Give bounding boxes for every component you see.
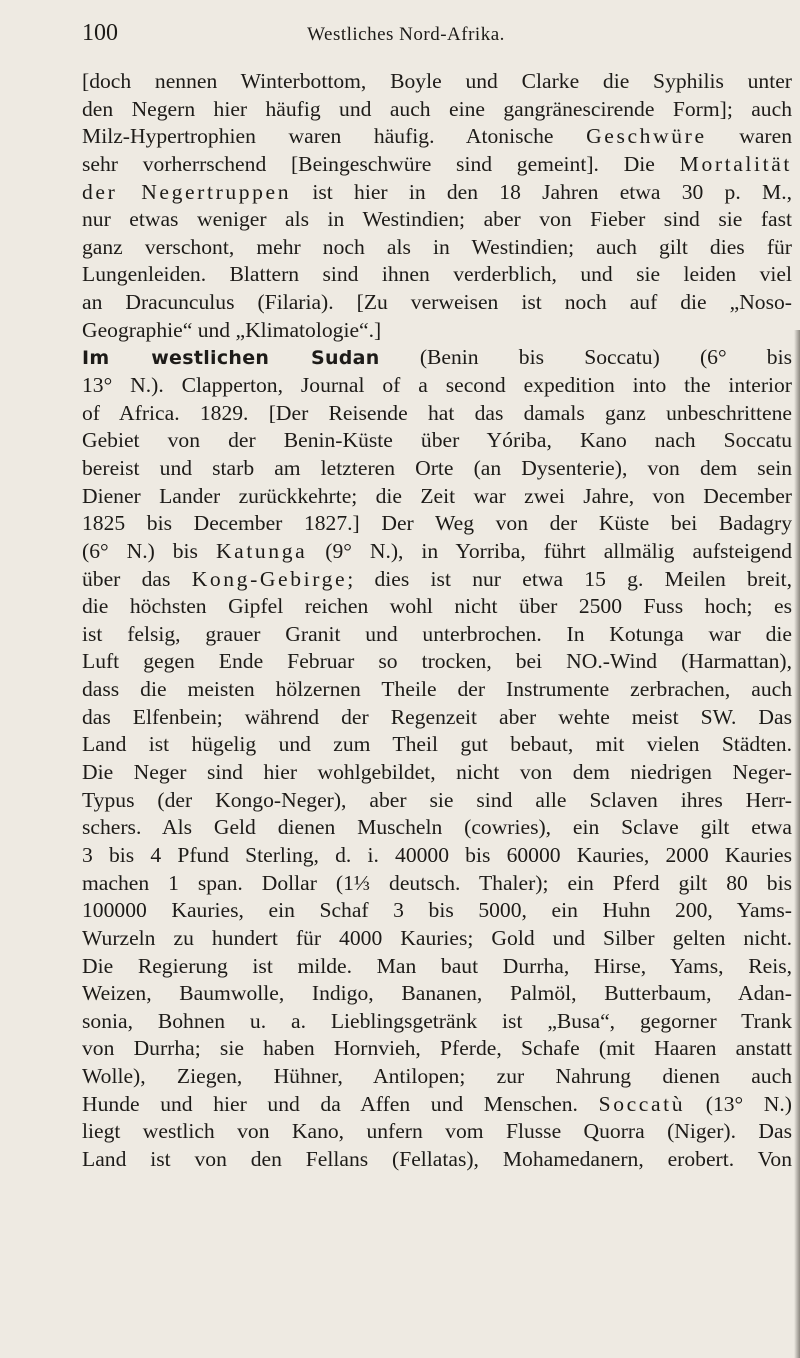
text-line xyxy=(82,787,792,815)
text-line xyxy=(82,206,792,234)
text-run: Geographie“ und „Klimatologie“.] xyxy=(82,317,382,342)
running-header xyxy=(82,20,790,50)
text-line xyxy=(82,234,792,262)
text-run: Katunga xyxy=(215,538,308,563)
text-line xyxy=(82,759,792,787)
text-line xyxy=(82,566,792,594)
text-line xyxy=(82,704,792,732)
text-line xyxy=(82,1063,792,1091)
text-line xyxy=(82,842,792,870)
text-run: von Durrha; sie haben Hornvieh, Pferde, Schafe (mit Haaren anstatt xyxy=(82,1036,792,1061)
text-run: waren xyxy=(706,124,793,149)
text-run: 100000 Kauries, ein Schaf 3 bis 5000, ein Huhn 200, Yams- xyxy=(82,898,792,923)
text-line xyxy=(82,814,792,842)
text-run: den Negern hier häufig und auch eine gangränescirende Form]; auch xyxy=(82,96,792,121)
text-run: der Negertruppen xyxy=(82,179,292,204)
running-title: Westliches Nord-Afrika. xyxy=(307,24,505,45)
page-edge-shadow xyxy=(794,330,800,1358)
text-line xyxy=(82,400,792,428)
text-line xyxy=(82,261,792,289)
text-run: Gebiet von der Benin-Küste über Yóriba, Kano nach Soccatu xyxy=(82,428,792,453)
text-line xyxy=(82,676,792,704)
text-line xyxy=(82,123,792,151)
text-run: Hunde und hier und da Affen und Menschen. xyxy=(82,1091,599,1116)
text-run: ganz verschont, mehr noch als in Westindien; auch gilt dies für xyxy=(82,234,792,259)
text-run: Wurzeln zu hundert für 4000 Kauries; Gold und Silber gelten nicht. xyxy=(82,925,792,950)
text-line xyxy=(82,870,792,898)
text-run: schers. Als Geld dienen Muscheln (cowries), ein Sclave gilt etwa xyxy=(82,815,792,840)
text-run: ist hier in den 18 Jahren etwa 30 p. M., xyxy=(291,179,792,204)
text-run: Lungenleiden. Blattern sind ihnen verderblich, und sie leiden viel xyxy=(82,262,792,287)
section-heading: Im westlichen Sudan xyxy=(82,347,380,370)
text-line xyxy=(82,1146,792,1174)
text-run: 13° N.). Clapperton, Journal of a second expedition into the interior xyxy=(82,373,792,398)
text-line xyxy=(82,731,792,759)
text-line xyxy=(82,1091,792,1119)
text-line xyxy=(82,897,792,925)
text-run: sonia, Bohnen u. a. Lieblingsgetränk ist „Busa“, gegorner Trank xyxy=(82,1008,792,1033)
text-line xyxy=(82,427,792,455)
text-run: (6° N.) bis xyxy=(82,538,216,563)
text-run: ; dies ist nur etwa 15 g. Meilen breit, xyxy=(347,566,793,591)
text-run: of Africa. 1829. [Der Reisende hat das damals ganz unbeschrittene xyxy=(82,400,792,425)
text-run: 3 bis 4 Pfund Sterling, d. i. 40000 bis 60000 Kauries, 2000 Kauries xyxy=(82,842,792,867)
text-line xyxy=(82,648,792,676)
text-run: Luft gegen Ende Februar so trocken, bei NO.-Wind (Harmattan), xyxy=(82,649,792,674)
text-run: Mortalität xyxy=(679,151,792,176)
text-run: dass die meisten hölzernen Theile der Instrumente zerbrachen, auch xyxy=(82,677,792,702)
text-line xyxy=(82,179,792,207)
text-run: an Dracunculus (Filaria). [Zu verweisen ist noch auf die „Noso- xyxy=(82,290,792,315)
text-run: Soccatù xyxy=(598,1091,686,1116)
text-run: Die Neger sind hier wohlgebildet, nicht von dem niedrigen Neger- xyxy=(82,760,792,785)
text-line xyxy=(82,317,792,345)
text-run: [doch nennen Winterbottom, Boyle und Clarke die Syphilis unter xyxy=(82,69,792,93)
text-run: liegt westlich von Kano, unfern vom Flusse Quorra (Niger). Das xyxy=(82,1119,792,1144)
text-run: (Benin bis Soccatu) (6° bis xyxy=(379,345,792,370)
text-run: 1825 bis December 1827.] Der Weg von der Küste bei Badagry xyxy=(82,511,792,536)
text-run: Wolle), Ziegen, Hühner, Antilopen; zur Nahrung dienen auch xyxy=(82,1064,792,1089)
text-line xyxy=(82,538,792,566)
text-run: ist felsig, grauer Granit und unterbrochen. In Kotunga war die xyxy=(82,621,792,646)
text-run: Geschwüre xyxy=(586,124,707,149)
text-run: über das xyxy=(82,566,192,591)
text-line xyxy=(82,483,792,511)
text-run: sehr vorherrschend [Beingeschwüre sind gemeint]. Die xyxy=(82,151,680,176)
text-run: Die Regierung ist milde. Man baut Durrha, Hirse, Yams, Reis, xyxy=(82,953,792,978)
text-line xyxy=(82,455,792,483)
text-line xyxy=(82,953,792,981)
text-line xyxy=(82,925,792,953)
text-line xyxy=(82,151,792,179)
text-line xyxy=(82,372,792,400)
body-text xyxy=(82,68,792,1174)
text-line xyxy=(82,1008,792,1036)
text-run: Land ist von den Fellans (Fellatas), Mohamedanern, erobert. Von xyxy=(82,1146,792,1171)
text-run: Land ist hügelig und zum Theil gut bebaut, mit vielen Städten. xyxy=(82,732,792,757)
text-run: machen 1 span. Dollar (1⅓ deutsch. Thaler); ein Pferd gilt 80 bis xyxy=(82,870,792,895)
text-run: Kong-Gebirge xyxy=(191,566,348,591)
text-line xyxy=(82,96,792,124)
text-run: nur etwas weniger als in Westindien; aber von Fieber sind sie fast xyxy=(82,207,792,232)
text-run: das Elfenbein; während der Regenzeit aber wehte meist SW. Das xyxy=(82,704,792,729)
text-line xyxy=(82,1035,792,1063)
text-line xyxy=(82,621,792,649)
text-run: Typus (der Kongo-Neger), aber sie sind alle Sclaven ihres Herr- xyxy=(82,787,792,812)
text-run: Weizen, Baumwolle, Indigo, Bananen, Palmöl, Butterbaum, Adan- xyxy=(82,981,792,1006)
text-run: Milz-Hypertrophien waren häufig. Atonische xyxy=(82,124,587,149)
text-run: (9° N.), in Yorriba, führt allmälig aufsteigend xyxy=(307,538,792,563)
text-run: Diener Lander zurückkehrte; die Zeit war zwei Jahre, von December xyxy=(82,483,792,508)
text-run: die höchsten Gipfel reichen wohl nicht über 2500 Fuss hoch; es xyxy=(82,594,792,619)
text-run: (13° N.) xyxy=(685,1091,792,1116)
text-line xyxy=(82,344,792,372)
text-line xyxy=(82,980,792,1008)
text-line xyxy=(82,68,792,96)
page-number: 100 xyxy=(82,20,118,46)
text-line xyxy=(82,593,792,621)
text-run: bereist und starb am letzteren Orte (an Dysenterie), von dem sein xyxy=(82,455,792,480)
text-line xyxy=(82,289,792,317)
text-line xyxy=(82,1118,792,1146)
text-line xyxy=(82,510,792,538)
